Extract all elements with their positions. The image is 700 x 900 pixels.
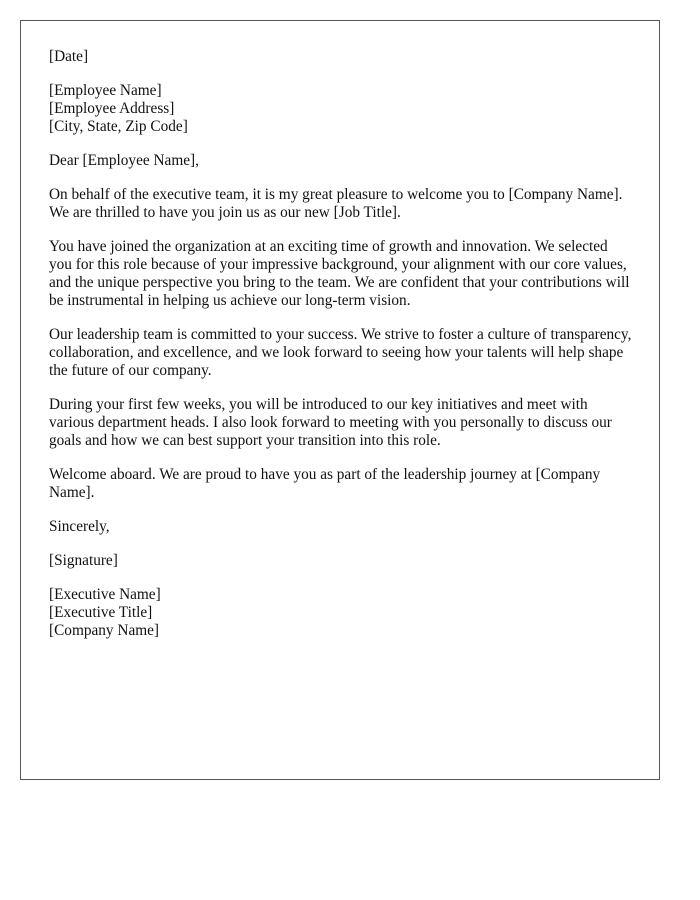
sender-name: [Executive Name] <box>49 586 161 603</box>
recipient-address-block <box>49 82 633 136</box>
paragraph-background: You have joined the organization at an exciting time of growth and innovation. We selected you for this role because of your impressive background, your alignment with our core values, and the unique perspective you bring to the team. We are confident that your contributions will be instrumental in helping us achieve our long-term vision. <box>49 238 630 309</box>
letter-page <box>20 20 660 780</box>
sender-title: [Executive Title] <box>49 604 153 621</box>
paragraph-leadership: Our leadership team is committed to your success. We strive to foster a culture of transparency, collaboration, and excellence, and we look forward to seeing how your talents will help shape the future of our company. <box>49 326 632 379</box>
letter-date: [Date] <box>49 48 89 65</box>
paragraph-welcome: On behalf of the executive team, it is my great pleasure to welcome you to [Company Name]. We are thrilled to have you join us as our new [Job Title]. <box>49 186 623 221</box>
sender-block <box>49 586 633 640</box>
letter-body <box>49 48 633 656</box>
recipient-address: [Employee Address] <box>49 100 175 117</box>
recipient-name: [Employee Name] <box>49 82 162 99</box>
date-block <box>49 48 633 66</box>
closing: Sincerely, <box>49 518 110 535</box>
sender-company: [Company Name] <box>49 622 160 639</box>
signature: [Signature] <box>49 552 118 569</box>
recipient-city-state-zip: [City, State, Zip Code] <box>49 118 188 135</box>
salutation-block <box>49 152 633 170</box>
paragraph-first-weeks: During your first few weeks, you will be introduced to our key initiatives and meet with various department heads. I also look forward to meeting with you personally to discuss our goals and how we can best support your transition into this role. <box>49 396 612 449</box>
paragraph-welcome-aboard: Welcome aboard. We are proud to have you as part of the leadership journey at [Company Name]. <box>49 466 601 501</box>
signature-block <box>49 552 633 570</box>
salutation: Dear [Employee Name], <box>49 152 199 169</box>
closing-block <box>49 518 633 536</box>
